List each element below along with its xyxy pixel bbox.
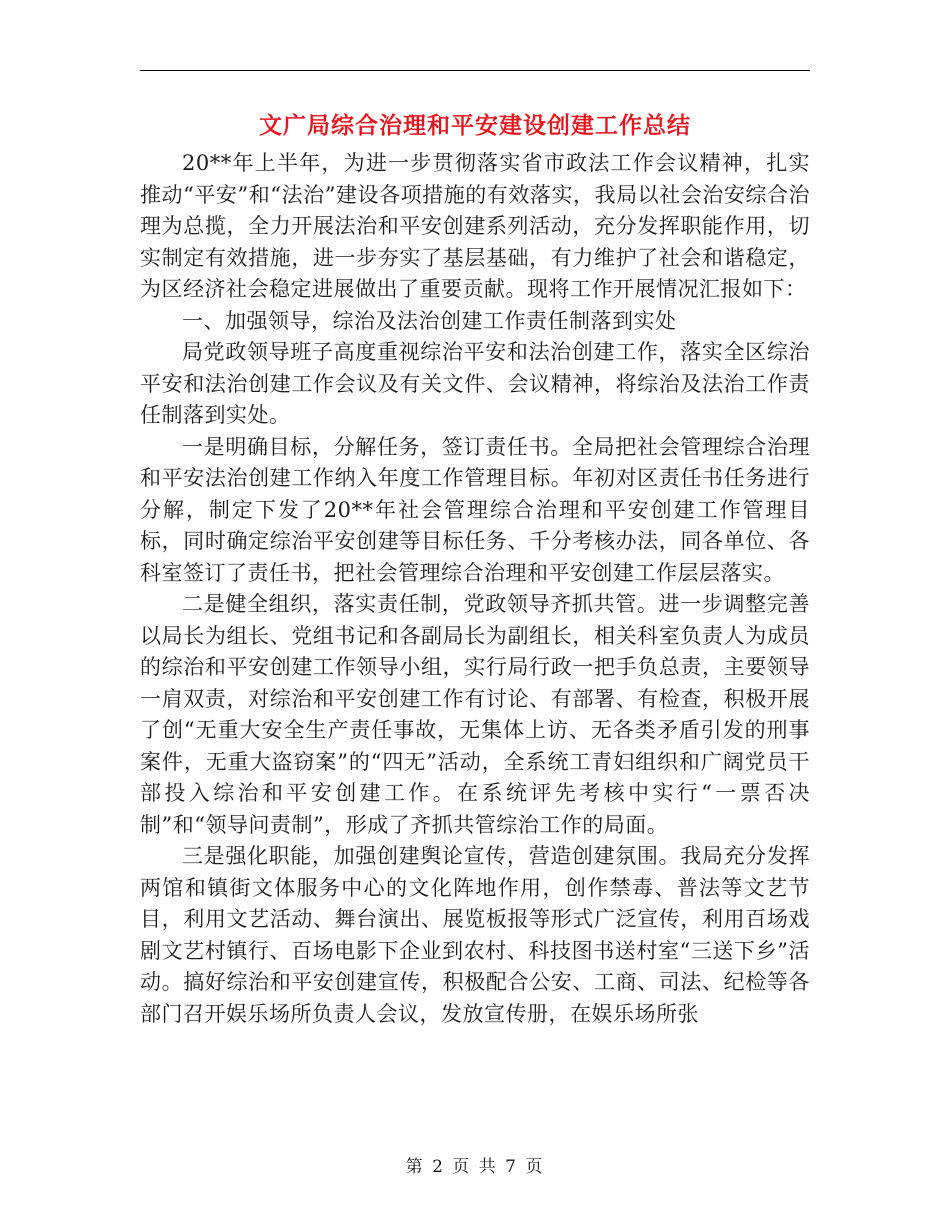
document-body (140, 148, 810, 1030)
paragraph-leadership: 局党政领导班子高度重视综治平安和法治创建工作，落实全区综治平安和法治创建工作会议及有关文件、会议精神，将综治及法治工作责任制落到实处。 (140, 340, 810, 427)
paragraph-point-3: 三是强化职能，加强创建舆论宣传，营造创建氛围。我局充分发挥两馆和镇街文体服务中心的文化阵地作用，创作禁毒、普法等文艺节目，利用文艺活动、舞台演出、展览板报等形式广泛宣传，利用百场戏剧文艺村镇行、百场电影下企业到农村、科技图书送村室“三送下乡”活动。搞好综治和平安创建宣传，积极配合公安、工商、司法、纪检等各部门召开娱乐场所负责人会议，发放宣传册，在娱乐场所张 (140, 844, 810, 1026)
paragraph-point-2: 二是健全组织，落实责任制，党政领导齐抓共管。进一步调整完善以局长为组长、党组书记和各副局长为副组长，相关科室负责人为成员的综治和平安创建工作领导小组，实行局行政一把手负总责，主要领导一肩双责，对综治和平安创建工作有讨论、有部署、有检查，积极开展了创“无重大安全生产责任事故，无集体上访、无各类矛盾引发的刑事案件，无重大盗窃案”的“四无”活动，全系统工青妇组织和广阔党员干部投入综治和平安创建工作。在系统评先考核中实行“一票否决制”和“领导问责制”，形成了齐抓共管综治工作的局面。 (140, 592, 810, 837)
paragraph-intro: 20**年上半年，为进一步贯彻落实省市政法工作会议精神，扎实推动“平安”和“法治”建设各项措施的有效落实，我局以社会治安综合治理为总揽，全力开展法治和平安创建系列活动，充分发挥职能作用，切实制定有效措施，进一步夯实了基层基础，有力维护了社会和谐稳定，为区经济社会稳定进展做出了重要贡献。现将工作开展情况汇报如下： (140, 151, 810, 301)
paragraph-point-1: 一是明确目标，分解任务，签订责任书。全局把社会管理综合治理和平安法治创建工作纳入年度工作管理目标。年初对区责任书任务进行分解，制定下发了20**年社会管理综合治理和平安创建工作管理目标，同时确定综治平安创建等目标任务、千分考核办法，同各单位、各科室签订了责任书，把社会管理综合治理和平安创建工作层层落实。 (140, 434, 810, 585)
header-rule (140, 70, 810, 71)
document-title: 文广局综合治理和平安建设创建工作总结 (259, 112, 691, 139)
section-heading-1: 一、加强领导，综治及法治创建工作责任制落到实处 (182, 308, 677, 333)
page-number: 第 2 页 共 7 页 (405, 1157, 545, 1177)
